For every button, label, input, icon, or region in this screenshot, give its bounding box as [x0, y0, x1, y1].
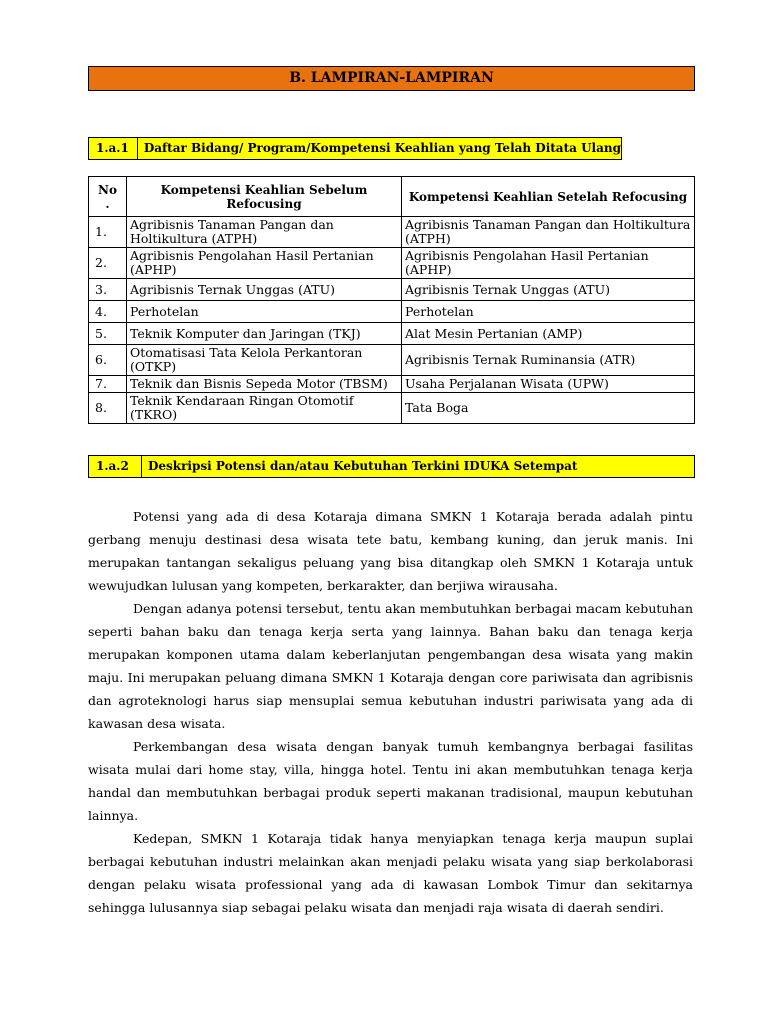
section-1a1-heading: [88, 137, 622, 160]
row-before: Teknik Kendaraan Ringan Otomotif (TKRO): [127, 393, 402, 424]
row-before: Otomatisasi Tata Kelola Perkantoran (OTKP): [127, 345, 402, 376]
header-no: No .: [89, 177, 127, 217]
table-row: [89, 393, 695, 424]
row-before: Teknik Komputer dan Jaringan (TKJ): [127, 323, 402, 345]
header-before: Kompetensi Keahlian Sebelum Refocusing: [127, 177, 402, 217]
section-number: 1.a.2: [89, 456, 142, 477]
row-no: 8.: [89, 393, 127, 424]
row-before: Agribisnis Ternak Unggas (ATU): [127, 279, 402, 301]
table-row: [89, 345, 695, 376]
table-header-row: [89, 177, 695, 217]
row-no: 1.: [89, 217, 127, 248]
table-row: [89, 279, 695, 301]
row-after: Agribisnis Ternak Ruminansia (ATR): [402, 345, 695, 376]
header-after: Kompetensi Keahlian Setelah Refocusing: [402, 177, 695, 217]
row-no: 5.: [89, 323, 127, 345]
row-no: 3.: [89, 279, 127, 301]
paragraph: Kedepan, SMKN 1 Kotaraja tidak hanya menyiapkan tenaga kerja maupun suplai berbagai kebutuhan industri melainkan akan menjadi pelaku wisata yang siap berkolaborasi dengan pelaku wisata professional yang ada di kawasan Lombok Timur dan sekitarnya sehingga lulusannya siap sebagai pelaku wisata dan menjadi raja wisata di daerah sendiri.: [88, 831, 693, 915]
paragraph: Perkembangan desa wisata dengan banyak tumuh kembangnya berbagai fasilitas wisata mulai dari home stay, villa, hingga hotel. Tentu ini akan membutuhkan tenaga kerja handal dan membutuhkan berbagai produk seperti makanan tradisional, maupun kebutuhan lainnya.: [88, 739, 693, 823]
row-no: 4.: [89, 301, 127, 323]
row-no: 6.: [89, 345, 127, 376]
table-row: [89, 376, 695, 393]
row-no: 7.: [89, 376, 127, 393]
section-title: Deskripsi Potensi dan/atau Kebutuhan Terkini IDUKA Setempat: [148, 459, 578, 473]
row-after: Tata Boga: [402, 393, 695, 424]
paragraph: Potensi yang ada di desa Kotaraja dimana SMKN 1 Kotaraja berada adalah pintu gerbang menuju destinasi desa wisata tete batu, kembang kuning, dan jeruk manis. Ini merupakan tantangan sekaligus peluang yang bisa ditangkap oleh SMKN 1 Kotaraja untuk wewujudkan lulusan yang kompeten, berkarakter, dan berjiwa wirausaha.: [88, 509, 693, 593]
row-after: Agribisnis Tanaman Pangan dan Holtikultura (ATPH): [402, 217, 695, 248]
row-after: Agribisnis Ternak Unggas (ATU): [402, 279, 695, 301]
section-title: Daftar Bidang/ Program/Kompetensi Keahlian yang Telah Ditata Ulang: [143, 141, 621, 155]
section-number: 1.a.1: [89, 138, 138, 159]
paragraph: Dengan adanya potensi tersebut, tentu akan membutuhkan berbagai macam kebutuhan seperti bahan baku dan tenaga kerja serta yang lainnya. Bahan baku dan tenaga kerja merupakan komponen utama dalam keberlanjutan pengembangan desa wisata yang makin maju. Ini merupakan peluang dimana SMKN 1 Kotaraja dengan core pariwisata dan agribisnis dan agroteknologi harus siap mensuplai semua kebutuhan industri pariwisata yang ada di kawasan desa wisata.: [88, 601, 693, 731]
row-before: Agribisnis Tanaman Pangan dan Holtikultura (ATPH): [127, 217, 402, 248]
row-before: Perhotelan: [127, 301, 402, 323]
row-no: 2.: [89, 248, 127, 279]
table-row: [89, 301, 695, 323]
table-row: [89, 323, 695, 345]
appendix-banner: B. LAMPIRAN-LAMPIRAN: [88, 66, 695, 91]
row-before: Teknik dan Bisnis Sepeda Motor (TBSM): [127, 376, 402, 393]
row-after: Usaha Perjalanan Wisata (UPW): [402, 376, 695, 393]
row-after: Alat Mesin Pertanian (AMP): [402, 323, 695, 345]
competency-table: [88, 176, 695, 424]
table-row: [89, 217, 695, 248]
description-text: [88, 505, 693, 919]
table-row: [89, 248, 695, 279]
row-after: Perhotelan: [402, 301, 695, 323]
section-1a2-heading: [88, 455, 695, 478]
row-after: Agribisnis Pengolahan Hasil Pertanian (APHP): [402, 248, 695, 279]
row-before: Agribisnis Pengolahan Hasil Pertanian (APHP): [127, 248, 402, 279]
